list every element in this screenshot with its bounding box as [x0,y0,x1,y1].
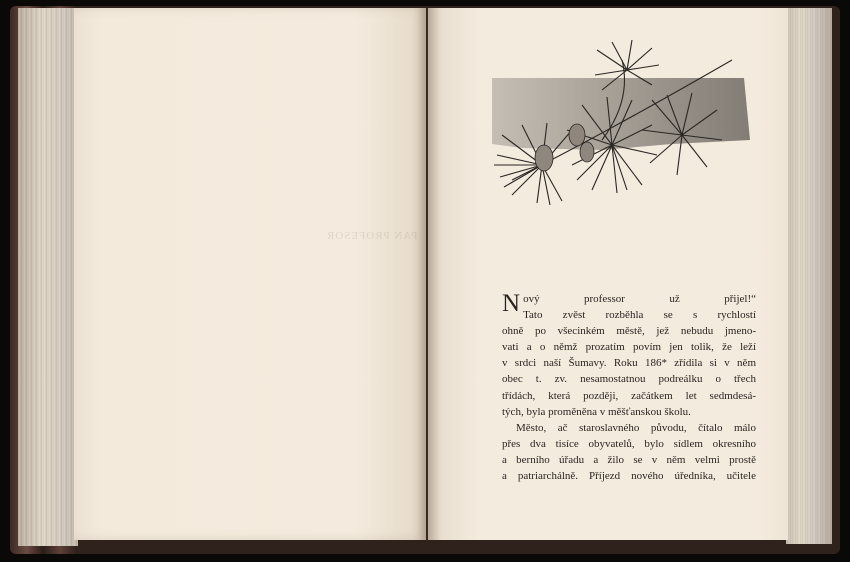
page-edges-right [786,8,832,544]
text-line: přes dva tisíce obyvatelů, bylo sídlem okresního [502,437,756,450]
text-line: v srdci naší Šumavy. Roku 186* zřídila si v něm [502,357,756,370]
text-line: vati a o němž prozatím povím jen tolik, že leží [502,341,756,354]
show-through-text: PAN PROFESOR [326,230,418,242]
page-edges-left [18,8,78,546]
chapter-text [502,291,756,484]
gutter [418,8,440,540]
drop-cap: N [502,290,521,317]
text-line: tých, byla proměněna v měšťanskou školu. [502,405,691,418]
text-line: a patriarchálně. Příjezd nového úředníka, učitele [502,470,756,483]
text-line: Město, ač staroslavného původu, čítalo málo [516,421,756,434]
text-line: Tato zvěst rozběhla se s rychlostí [523,309,756,322]
text-line: ový professor už přijel!“ [523,293,756,305]
text-line: obec t. zv. nesamostatnou podreálku o třech [502,373,756,386]
text-line: ohně po všecinkém městě, jež nebudu jmeno- [502,325,756,338]
text-line: třídách, která později, začátkem let sedmdesá- [502,389,756,402]
pine-branch-illustration [482,40,752,205]
text-line: a berního úřadu a žilo se v něm velmi prostě [502,453,756,466]
left-page [74,8,426,540]
